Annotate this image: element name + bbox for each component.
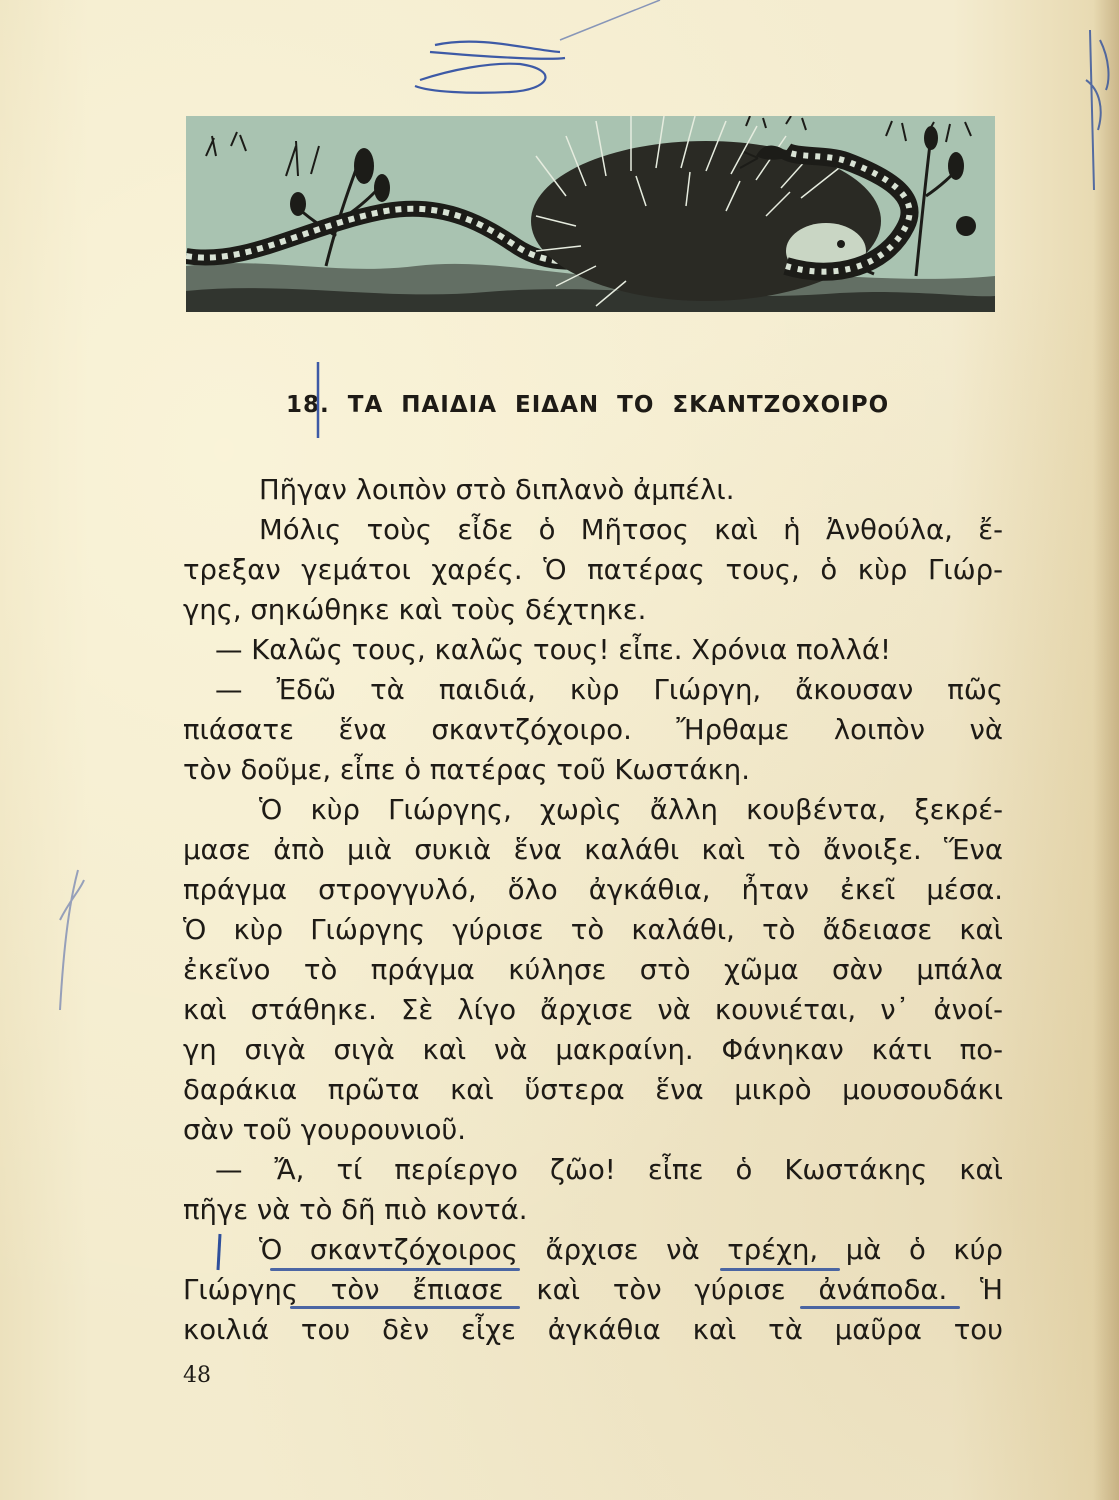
text-line: Πῆγαν λοιπὸν στὸ διπλανὸ ἀμπέλι. xyxy=(259,474,735,506)
pen-underline xyxy=(290,1306,520,1309)
page-number: 48 xyxy=(183,1363,211,1388)
chapter-illustration xyxy=(186,116,995,312)
pen-margin-mark xyxy=(306,360,326,440)
chapter-heading xyxy=(286,392,926,418)
chapter-title: ΤΑ ΠΑΙΔΙΑ ΕΙΔΑΝ ΤΟ ΣΚΑΝΤΖΟΧΟΙΡΟ xyxy=(347,392,890,418)
pen-margin-mark xyxy=(212,1232,226,1272)
text-line: μασε ἀπὸ μιὰ συκιὰ ἕνα καλάθι καὶ τὸ ἄνοιξε. Ἕνα xyxy=(183,834,1003,866)
text-line: Ὁ κὺρ Γιώργης γύρισε τὸ καλάθι, τὸ ἄδειασε καὶ xyxy=(183,914,1003,946)
text-line: γη σιγὰ σιγὰ καὶ νὰ μακραίνη. Φάνηκαν κάτι πο- xyxy=(183,1034,1003,1066)
pen-underline xyxy=(720,1268,840,1271)
text-line: Ὁ κὺρ Γιώργης, χωρὶς ἄλλη κουβέντα, ξεκρέ- xyxy=(259,794,1003,826)
text-line: Γιώργης τὸν ἔπιασε καὶ τὸν γύρισε ἀνάποδα. Ἡ xyxy=(183,1274,1003,1306)
pen-underline xyxy=(800,1306,960,1309)
text-line: — Καλῶς τους, καλῶς τους! εἶπε. Χρόνια πολλά! xyxy=(215,634,892,666)
text-line: — Ἐδῶ τὰ παιδιά, κὺρ Γιώργη, ἄκουσαν πῶς xyxy=(215,674,1003,706)
text-line: πῆγε νὰ τὸ δῆ πιὸ κοντά. xyxy=(183,1194,528,1226)
text-line: κοιλιά του δὲν εἶχε ἀγκάθια καὶ τὰ μαῦρα του xyxy=(183,1314,1003,1346)
chapter-number: 18. xyxy=(286,392,330,418)
text-line: ἐκεῖνο τὸ πράγμα κύλησε στὸ χῶμα σὰν μπάλα xyxy=(183,954,1003,986)
text-line: πράγμα στρογγυλό, ὅλο ἀγκάθια, ἦταν ἐκεῖ μέσα. xyxy=(183,874,1003,906)
pen-underline xyxy=(270,1268,520,1271)
text-line: — Ἄ, τί περίεργο ζῶο! εἶπε ὁ Κωστάκης καὶ xyxy=(215,1154,1003,1186)
text-line: Ὁ σκαντζόχοιρος ἄρχισε νὰ τρέχη, μὰ ὁ κύρ xyxy=(259,1234,1003,1266)
text-line: τρεξαν γεμάτοι χαρές. Ὁ πατέρας τους, ὁ κὺρ Γιώρ- xyxy=(183,554,1003,586)
pen-margin-scribble xyxy=(50,860,90,1020)
text-line: πιάσατε ἕνα σκαντζόχοιρο. Ἤρθαμε λοιπὸν νὰ xyxy=(183,714,1003,746)
text-line: τὸν δοῦμε, εἶπε ὁ πατέρας τοῦ Κωστάκη. xyxy=(183,754,750,786)
text-line: σὰν τοῦ γουρουνιοῦ. xyxy=(183,1114,467,1146)
text-line: καὶ στάθηκε. Σὲ λίγο ἄρχισε νὰ κουνιέται, ν᾽ ἀνοί- xyxy=(183,994,1003,1026)
text-line: γης, σηκώθηκε καὶ τοὺς δέχτηκε. xyxy=(183,594,647,626)
text-line: δαράκια πρῶτα καὶ ὕστερα ἕνα μικρὸ μουσουδάκι xyxy=(183,1074,1003,1106)
body-text xyxy=(183,470,1003,1350)
hedgehog-snake-engraving xyxy=(186,116,995,312)
page-edge-shadow xyxy=(1093,0,1119,1500)
text-line: Μόλις τοὺς εἶδε ὁ Μῆτσος καὶ ἡ Ἀνθούλα, ἔ- xyxy=(259,514,1003,546)
pen-scribble-mark xyxy=(360,0,670,100)
pen-margin-scribble xyxy=(1080,20,1116,200)
